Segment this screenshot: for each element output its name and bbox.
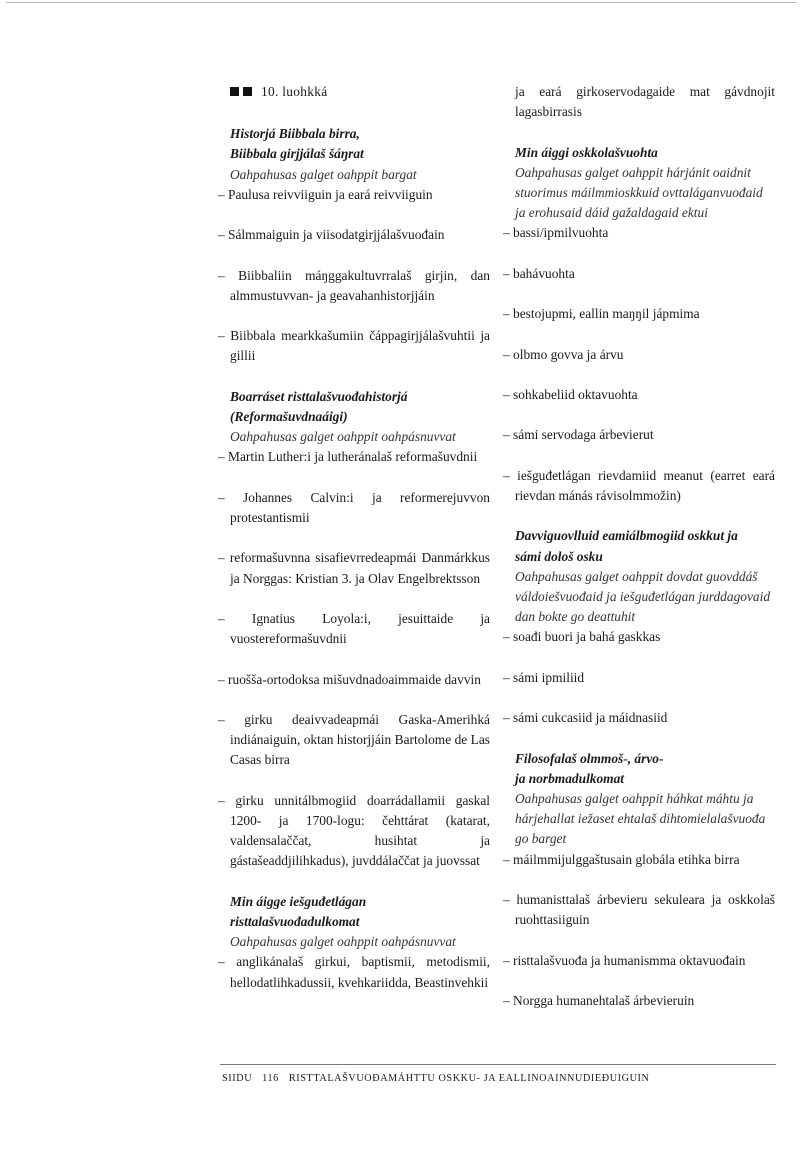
list-item: – soađi buori ja bahá gaskkas: [503, 629, 661, 645]
page-footer: [222, 1073, 650, 1084]
right-column: [503, 82, 775, 1031]
list-item: – Paulusa reivviiguin ja eará reivviiguin: [218, 186, 433, 202]
list-item: – sámi cukcasiid ja máidnasiid: [503, 710, 668, 726]
chapter-header: [230, 82, 490, 102]
left-column: [218, 82, 490, 1013]
list-item: – risttalašvuođa ja humanismma oktavuođain: [503, 952, 746, 968]
section-subtitle: Oahpahusas galget oahppit oahpásnuvvat: [230, 429, 456, 445]
list-item: – Sálmmaiguin ja viisodatgirjjálašvuođain: [218, 227, 445, 243]
list-item: – Ignatius Loyola:i, jesuittaide ja vuostereformašuvdnii: [218, 610, 490, 647]
list-item: – reformašuvnna sisafievrredeapmái Danmárkkus ja Norggas: Kristian 3. ja Olav Engelbrektsson: [218, 550, 490, 586]
section-title: Min áigge iešguđetlágan: [230, 893, 367, 909]
section-subtitle: Oahpahusas galget oahppit oahpásnuvvat: [230, 934, 456, 950]
list-item: – Martin Luther:i ja lutheránalaš reformašuvdnii: [218, 449, 478, 465]
section-title: Min áiggi oskkolašvuohta: [515, 144, 658, 160]
list-item: – humanisttalaš árbevieru sekuleara ja oskkolaš ruohttasiiguin: [503, 891, 775, 928]
list-item: – sohkabeliid oktavuohta: [503, 386, 638, 402]
chapter-label: 10. luohkká: [261, 84, 328, 99]
section-title: Filosofalaš olmmoš-, árvo-: [515, 750, 664, 766]
list-item: – girku unnitálbmogiid doarrádallamii gaskal 1200- ja 1700-logu: čehttárat (katarat, valdensalaččat, husihtat ja gástašeaddjilihkadus), juvddálaččat ja juovssat: [218, 792, 490, 869]
section-title: Historjá Biibbala birra,: [230, 126, 360, 142]
list-item: – iešguđetlágan rievdamiid meanut (earret eará rievdan mánás rávisolmmožin): [503, 467, 775, 503]
list-item: – ruošša-ortodoksa mišuvdnadoaimmaide davvin: [218, 671, 481, 687]
section-title: sámi dološ osku: [515, 548, 603, 564]
list-item: – olbmo govva ja árvu: [503, 346, 624, 362]
section-subtitle: Oahpahusas galget oahppit háhkat máhtu ja hárjehallat iežaset ehtalaš dihtomielalašvuođa go barget: [515, 790, 766, 847]
section-title: Biibbala girjjálaš šáŋrat: [230, 146, 364, 162]
square-bullet-icon: [230, 87, 239, 96]
section-subtitle: Oahpahusas galget oahppit hárjánit oaidnit stuorimus máilmmioskkuid ovttaláganvuođaid ja erohusaid dáid gažaldagaid ektui: [515, 164, 763, 221]
list-item: – sámi servodaga árbevierut: [503, 427, 654, 443]
list-item: – sámi ipmiliid: [503, 669, 585, 685]
section-title: ja norbmadulkomat: [515, 770, 625, 786]
top-border-line: [6, 2, 796, 3]
section-subtitle: Oahpahusas galget oahppit bargat: [230, 166, 417, 182]
section-title: (Reformašuvdnaáigi): [230, 408, 348, 424]
footer-label: SIIDU: [222, 1073, 253, 1084]
section-title: risttalašvuođadulkomat: [230, 913, 360, 929]
continued-text: ja eará girkoservodagaide mat gávdnojit lagasbirrasis: [515, 84, 775, 120]
list-item: – Norgga humanehtalaš árbevieruin: [503, 992, 695, 1008]
list-item: – anglikánalaš girkui, baptismii, metodismii, hellodatlihkadussii, kvehkariidda, Beastinvehkii: [218, 954, 490, 990]
section-title: Boarráset risttalašvuođahistorjá: [230, 388, 408, 404]
list-item: – Biibbala mearkkašumiin čáppagirjjálašvuhtii ja gillii: [218, 328, 490, 364]
footer-title: RISTTALAŠVUOĐAMÁHTTU OSKKU- JA EALLINOAINNUDIEĐUIGUIN: [288, 1073, 650, 1084]
list-item: – máilmmijulggaštusain globála etihka birra: [503, 851, 740, 867]
list-item: – Biibbaliin máŋggakultuvrralaš girjin, dan almmustuvvan- ja geavahanhistorjjáin: [218, 267, 490, 303]
list-item: – girku deaivvadeapmái Gaska-Amerihká indiánaiguin, oktan historjjáin Bartolome de Las Casas birra: [218, 711, 490, 768]
list-item: – bestojupmi, eallin maŋŋil jápmima: [503, 306, 700, 322]
list-item: – Johannes Calvin:i ja reformerejuvvon protestantismii: [218, 489, 490, 525]
square-bullet-icon: [243, 87, 252, 96]
section-subtitle: Oahpahusas galget oahppit dovdat guovddáš váldoiešvuođaid ja iešguđetlágan jurddagovaid dan bokte go deattuhit: [515, 568, 771, 625]
footer-rule: [220, 1064, 776, 1065]
list-item: – bassi/ipmilvuohta: [503, 225, 609, 241]
section-title: Davviguovlluid eamiálbmogiid oskkut ja: [515, 528, 738, 544]
page-number: 116: [262, 1073, 279, 1084]
list-item: – bahávuohta: [503, 265, 575, 281]
